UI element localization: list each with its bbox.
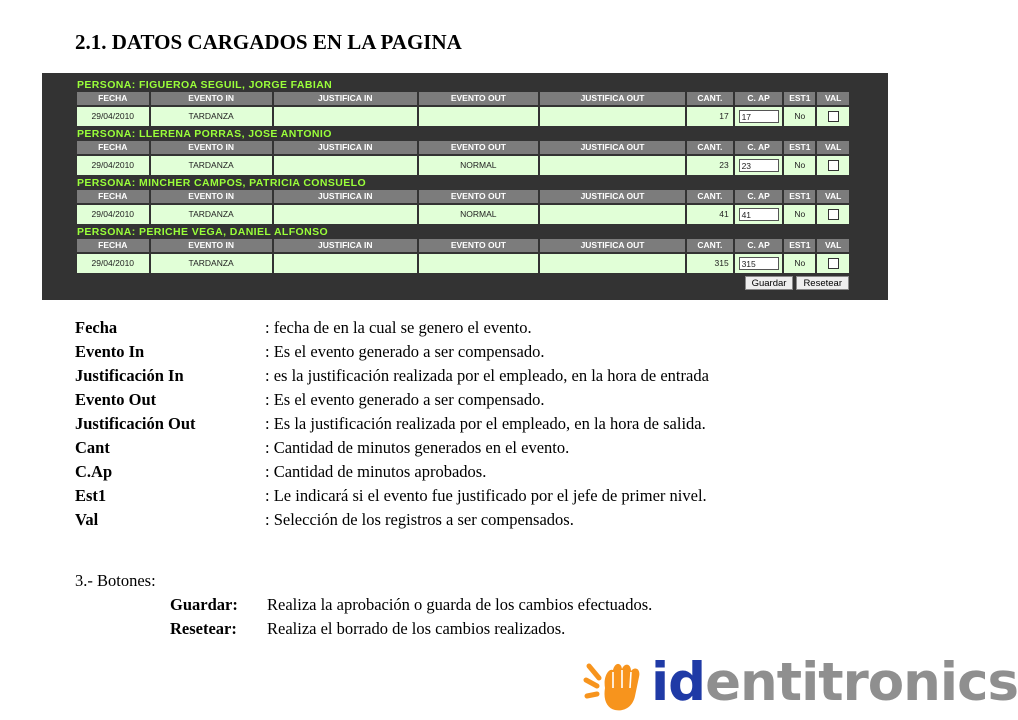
col-c-ap: C. AP xyxy=(735,92,783,105)
resetear-button[interactable]: Resetear xyxy=(796,276,849,290)
cell-c-ap xyxy=(735,254,783,273)
logo-rest: entitronics xyxy=(705,652,1018,713)
table-row xyxy=(77,107,849,126)
cell-justifica-out[interactable] xyxy=(540,205,685,224)
col-c-ap: C. AP xyxy=(735,141,783,154)
col-evento-in: EVENTO IN xyxy=(151,190,272,203)
form-buttons xyxy=(77,276,849,290)
cell-cant: 17 xyxy=(687,107,733,126)
cell-justifica-in[interactable] xyxy=(274,107,417,126)
cell-justifica-in[interactable] xyxy=(274,254,417,273)
cell-justifica-in[interactable] xyxy=(274,205,417,224)
col-val: VAL xyxy=(817,190,849,203)
col-val: VAL xyxy=(817,141,849,154)
col-evento-in: EVENTO IN xyxy=(151,141,272,154)
col-fecha: FECHA xyxy=(77,92,149,105)
val-checkbox[interactable] xyxy=(828,160,839,171)
c-ap-input[interactable]: 315 xyxy=(739,257,779,270)
table-header-row xyxy=(77,239,849,252)
col-cant: CANT. xyxy=(687,190,733,203)
logo-prefix: id xyxy=(651,652,706,713)
description-term: Fecha xyxy=(75,318,118,337)
col-est1: EST1 xyxy=(784,190,815,203)
records-table xyxy=(77,79,849,290)
cell-c-ap xyxy=(735,107,783,126)
cell-est1: No xyxy=(784,107,815,126)
col-evento-out: EVENTO OUT xyxy=(419,141,538,154)
col-c-ap: C. AP xyxy=(735,190,783,203)
description-text: : es la justificación realizada por el empleado, en la hora de entrada xyxy=(265,366,709,385)
cell-evento-out: NORMAL xyxy=(419,156,538,175)
col-val: VAL xyxy=(817,239,849,252)
description-term: Est1 xyxy=(75,486,107,505)
description-text: : Es el evento generado a ser compensado. xyxy=(265,342,545,361)
page-title: 2.1. DATOS CARGADOS EN LA PAGINA xyxy=(75,30,462,54)
col-cant: CANT. xyxy=(687,92,733,105)
cell-val xyxy=(817,254,849,273)
col-fecha: FECHA xyxy=(77,239,149,252)
description-text: : Es la justificación realizada por el empleado, en la hora de salida. xyxy=(265,414,706,433)
col-justifica-in: JUSTIFICA IN xyxy=(274,190,417,203)
cell-evento-in: TARDANZA xyxy=(151,205,272,224)
table-header-row xyxy=(77,92,849,105)
col-est1: EST1 xyxy=(784,239,815,252)
person-label: PERSONA: LLERENA PORRAS, JOSE ANTONIO xyxy=(77,128,332,140)
cell-evento-out: NORMAL xyxy=(419,205,538,224)
table-header-row xyxy=(77,190,849,203)
col-val: VAL xyxy=(817,92,849,105)
cell-evento-out xyxy=(419,107,538,126)
cell-fecha: 29/04/2010 xyxy=(77,254,149,273)
hand-icon xyxy=(585,656,647,714)
col-justifica-in: JUSTIFICA IN xyxy=(274,141,417,154)
description-term: Cant xyxy=(75,438,110,457)
cell-justifica-in[interactable] xyxy=(274,156,417,175)
identitronics-logo xyxy=(585,652,1018,720)
col-justifica-out: JUSTIFICA OUT xyxy=(540,92,685,105)
button-text: Realiza la aprobación o guarda de los cambios efectuados. xyxy=(267,595,653,614)
cell-evento-in: TARDANZA xyxy=(151,156,272,175)
col-cant: CANT. xyxy=(687,239,733,252)
cell-justifica-out[interactable] xyxy=(540,107,685,126)
cell-cant: 41 xyxy=(687,205,733,224)
description-term: Evento In xyxy=(75,342,145,361)
cell-c-ap xyxy=(735,205,783,224)
cell-est1: No xyxy=(784,156,815,175)
button-name: Guardar: xyxy=(170,595,238,614)
col-evento-out: EVENTO OUT xyxy=(419,92,538,105)
description-text: : Cantidad de minutos aprobados. xyxy=(265,462,487,481)
col-est1: EST1 xyxy=(784,92,815,105)
col-c-ap: C. AP xyxy=(735,239,783,252)
cell-justifica-out[interactable] xyxy=(540,156,685,175)
col-fecha: FECHA xyxy=(77,190,149,203)
col-evento-out: EVENTO OUT xyxy=(419,190,538,203)
buttons-heading: 3.- Botones: xyxy=(75,571,156,590)
guardar-button[interactable]: Guardar xyxy=(745,276,794,290)
c-ap-input[interactable]: 41 xyxy=(739,208,779,221)
val-checkbox[interactable] xyxy=(828,111,839,122)
col-justifica-in: JUSTIFICA IN xyxy=(274,92,417,105)
col-cant: CANT. xyxy=(687,141,733,154)
cell-evento-out xyxy=(419,254,538,273)
c-ap-input[interactable]: 23 xyxy=(739,159,779,172)
col-justifica-out: JUSTIFICA OUT xyxy=(540,141,685,154)
person-label: PERSONA: MINCHER CAMPOS, PATRICIA CONSUELO xyxy=(77,177,367,189)
cell-val xyxy=(817,156,849,175)
description-term: Justificación Out xyxy=(75,414,196,433)
description-text: : Cantidad de minutos generados en el evento. xyxy=(265,438,570,457)
cell-est1: No xyxy=(784,205,815,224)
description-text: : Selección de los registros a ser compensados. xyxy=(265,510,574,529)
col-evento-out: EVENTO OUT xyxy=(419,239,538,252)
c-ap-input[interactable]: 17 xyxy=(739,110,779,123)
col-est1: EST1 xyxy=(784,141,815,154)
cell-c-ap xyxy=(735,156,783,175)
description-text: : Le indicará si el evento fue justificado por el jefe de primer nivel. xyxy=(265,486,707,505)
cell-fecha: 29/04/2010 xyxy=(77,205,149,224)
description-term: Val xyxy=(75,510,99,529)
val-checkbox[interactable] xyxy=(828,209,839,220)
button-description xyxy=(75,617,566,641)
button-text: Realiza el borrado de los cambios realizados. xyxy=(267,619,566,638)
person-label: PERSONA: PERICHE VEGA, DANIEL ALFONSO xyxy=(77,226,329,238)
table-row xyxy=(77,254,849,273)
cell-fecha: 29/04/2010 xyxy=(77,156,149,175)
col-evento-in: EVENTO IN xyxy=(151,92,272,105)
cell-val xyxy=(817,107,849,126)
col-justifica-out: JUSTIFICA OUT xyxy=(540,190,685,203)
col-justifica-out: JUSTIFICA OUT xyxy=(540,239,685,252)
cell-justifica-out[interactable] xyxy=(540,254,685,273)
description-term: Justificación In xyxy=(75,366,184,385)
description-term: Evento Out xyxy=(75,390,157,409)
cell-cant: 315 xyxy=(687,254,733,273)
button-description xyxy=(75,593,653,617)
cell-evento-in: TARDANZA xyxy=(151,254,272,273)
cell-fecha: 29/04/2010 xyxy=(77,107,149,126)
col-evento-in: EVENTO IN xyxy=(151,239,272,252)
cell-cant: 23 xyxy=(687,156,733,175)
col-fecha: FECHA xyxy=(77,141,149,154)
description-text: : Es el evento generado a ser compensado. xyxy=(265,390,545,409)
cell-evento-in: TARDANZA xyxy=(151,107,272,126)
table-row xyxy=(77,156,849,175)
description-term: C.Ap xyxy=(75,462,113,481)
logo-wordmark xyxy=(651,652,1018,714)
val-checkbox[interactable] xyxy=(828,258,839,269)
col-justifica-in: JUSTIFICA IN xyxy=(274,239,417,252)
button-name: Resetear: xyxy=(170,619,237,638)
cell-est1: No xyxy=(784,254,815,273)
cell-val xyxy=(817,205,849,224)
buttons-section xyxy=(75,569,653,641)
table-row xyxy=(77,205,849,224)
person-label: PERSONA: FIGUEROA SEGUIL, JORGE FABIAN xyxy=(77,79,333,91)
description-text: : fecha de en la cual se genero el evento. xyxy=(265,318,532,337)
table-header-row xyxy=(77,141,849,154)
